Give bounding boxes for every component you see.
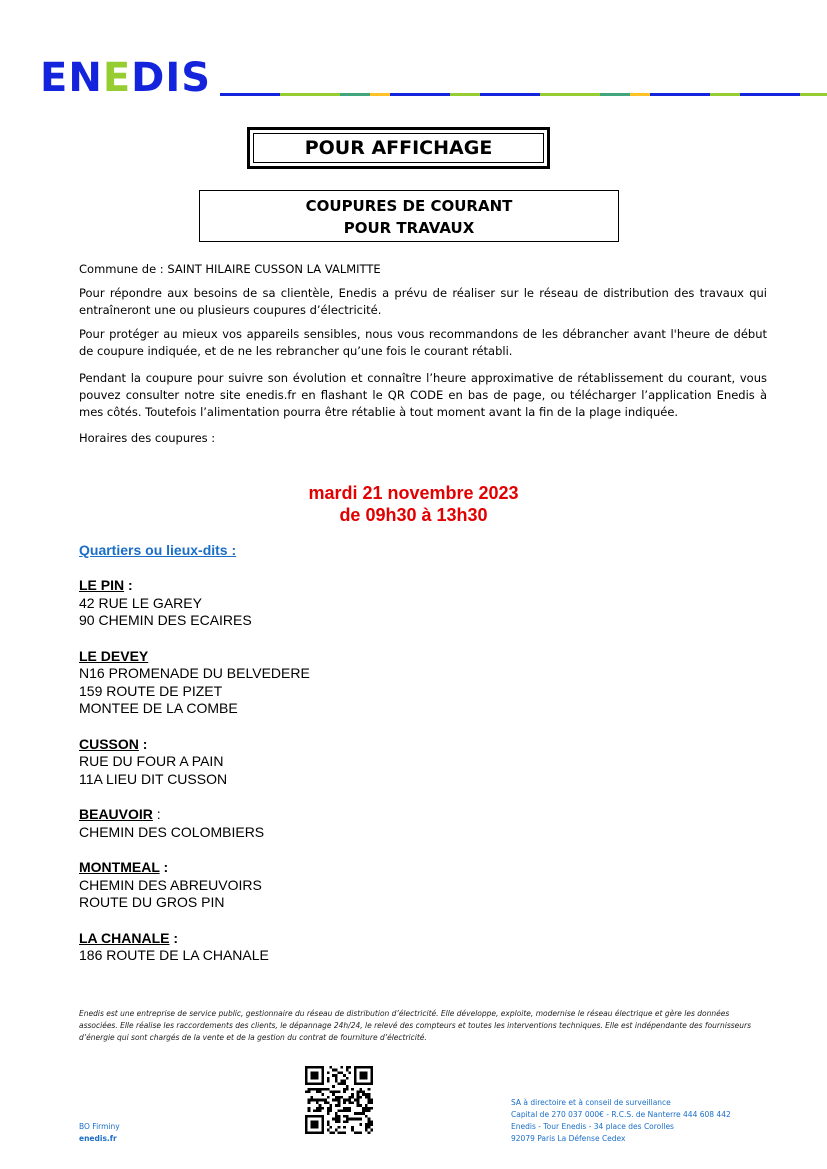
lieu-block	[79, 648, 310, 718]
lieu-address: RUE DU FOUR A PAIN	[79, 753, 224, 769]
pour-affichage-title: POUR AFFICHAGE	[253, 133, 544, 163]
lieu-suffix: :	[124, 577, 133, 593]
lieux-list	[79, 577, 310, 983]
header-divider	[220, 93, 827, 96]
lieu-address: CHEMIN DES COLOMBIERS	[79, 823, 265, 840]
lieu-address: N16 PROMENADE DU BELVEDERE	[79, 665, 310, 681]
footer-contact	[79, 1121, 120, 1145]
lieu-address: MONTEE DE LA COMBE	[79, 700, 238, 716]
lieu-block	[79, 577, 310, 630]
lieu-block	[79, 806, 310, 841]
lieu-suffix: :	[152, 806, 161, 822]
coupure-date: mardi 21 novembre 2023	[308, 483, 519, 503]
bo-label: BO Firminy	[79, 1122, 120, 1131]
lieu-heading	[79, 648, 310, 666]
lieu-name: CUSSON	[79, 735, 139, 752]
paragraph-intro: Pour répondre aux besoins de sa clientèle, Enedis a prévu de réaliser sur le réseau de distribution des travaux qui entraîneront une ou plusieurs coupures d’électricité.	[79, 286, 767, 317]
legal-line: SA à directoire et à conseil de surveillance	[511, 1098, 671, 1107]
lieu-name: LA CHANALE	[79, 929, 170, 946]
qr-code[interactable]	[305, 1066, 373, 1134]
lieu-suffix: :	[138, 735, 148, 752]
coupures-title-line1: COUPURES DE COURANT	[305, 197, 513, 215]
legal-line: Enedis - Tour Enedis - 34 place des Corolles	[511, 1122, 674, 1131]
legal-line: 92079 Paris La Défense Cedex	[511, 1134, 626, 1143]
enedis-logo: ENEDIS	[40, 55, 212, 101]
legal-line: Capital de 270 037 000€ - R.C.S. de Nanterre 444 608 442	[511, 1110, 731, 1119]
coupures-title-line2: POUR TRAVAUX	[343, 219, 475, 237]
lieu-address: ROUTE DU GROS PIN	[79, 894, 225, 910]
lieu-address: CHEMIN DES ABREUVOIRS	[79, 876, 262, 893]
coupure-hours: de 09h30 à 13h30	[339, 505, 488, 525]
lieu-name: BEAUVOIR	[79, 806, 153, 822]
lieu-heading	[79, 859, 310, 877]
legal-info	[511, 1097, 731, 1145]
lieu-suffix: :	[169, 929, 179, 946]
lieu-address: 90 CHEMIN DES ECAIRES	[79, 612, 252, 628]
lieu-name: LE PIN	[79, 577, 125, 593]
lieu-suffix: :	[159, 859, 169, 875]
lieu-name: LE DEVEY	[79, 647, 149, 664]
lieu-address: 42 RUE LE GAREY	[79, 594, 202, 611]
horaires-label: Horaires des coupures :	[79, 431, 216, 445]
lieu-address: 11A LIEU DIT CUSSON	[79, 770, 228, 787]
paragraph-suivi: Pendant la coupure pour suivre son évolution et connaître l’heure approximative de rétablissement du courant, vous pouvez consulter notre site enedis.fr en flashant le QR CODE en bas de page, ou télécharger l’application Enedis à mes côtés. Toutefois l’alimentation pourra être rétablie à tout moment avant la fin de la plage indiquée.	[79, 371, 767, 419]
coupures-title-box	[199, 190, 619, 242]
lieu-heading	[79, 736, 310, 754]
quartiers-title: Quartiers ou lieux-dits :	[79, 542, 237, 558]
pour-affichage-box	[247, 127, 550, 169]
lieu-heading	[79, 577, 310, 595]
lieu-block	[79, 930, 310, 965]
lieu-address: 186 ROUTE DE LA CHANALE	[79, 947, 269, 963]
commune-line: Commune de : SAINT HILAIRE CUSSON LA VALMITTE	[79, 262, 381, 276]
lieu-heading	[79, 806, 310, 824]
lieu-block	[79, 859, 310, 912]
paragraph-recommandation: Pour protéger au mieux vos appareils sensibles, nous vous recommandons de les débrancher avant l'heure de début de coupure indiquée, et de ne les rebrancher qu’une fois le courant rétabli.	[79, 327, 767, 358]
lieu-heading	[79, 930, 310, 948]
lieu-name: MONTMEAL	[79, 859, 160, 875]
lieu-address: 159 ROUTE DE PIZET	[79, 682, 223, 699]
lieu-block	[79, 736, 310, 789]
site-link[interactable]: enedis.fr	[79, 1134, 117, 1143]
footer-disclaimer: Enedis est une entreprise de service public, gestionnaire du réseau de distribution d’électricité. Elle développe, exploite, modernise le réseau électrique et gère les données associées. Elle réalise les raccordements des clients, le dépannage 24h/24, le relevé des compteurs et toutes les interventions techniques. Elle est indépendante des fournisseurs d’énergie qui sont chargés de la vente et de la gestion du contrat de fourniture d’électricité.	[79, 1009, 752, 1042]
